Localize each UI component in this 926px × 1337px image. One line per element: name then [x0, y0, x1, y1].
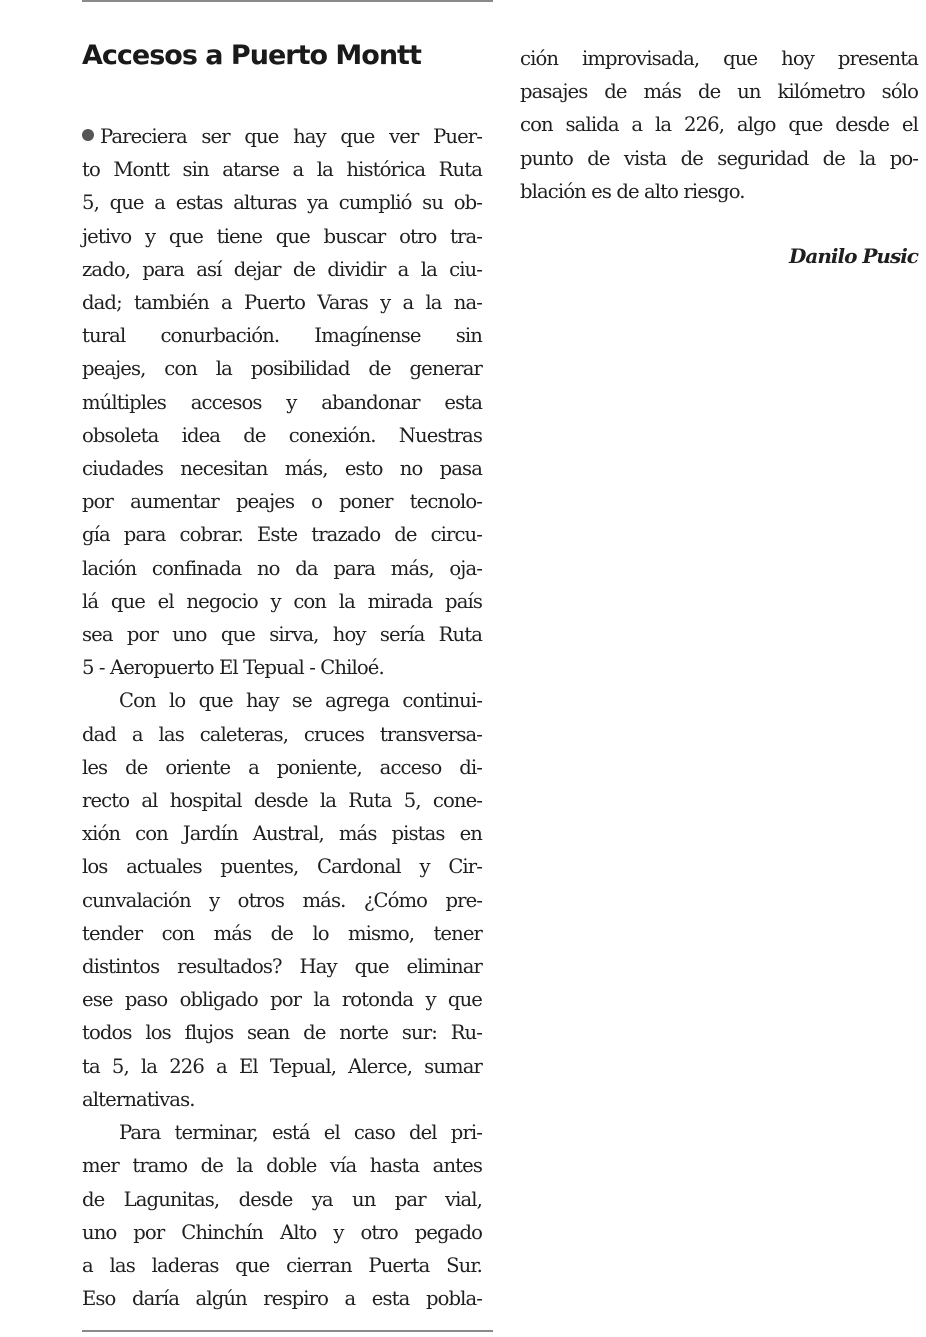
- text-line: tender con más de lo mismo, tener: [82, 921, 482, 945]
- text-line: con salida a la 226, algo que desde el: [520, 113, 918, 137]
- text-line: to Montt sin atarse a la histórica Ruta: [82, 158, 482, 182]
- article-title: Accesos a Puerto Montt: [82, 40, 421, 71]
- top-rule: [82, 0, 493, 2]
- bottom-rule: [82, 1330, 493, 1332]
- text-line: punto de vista de seguridad de la po-: [520, 146, 918, 170]
- text-line: peajes, con la posibilidad de generar: [82, 357, 482, 381]
- text-line: ese paso obligado por la rotonda y que: [82, 988, 482, 1012]
- text-line: les de oriente a poniente, acceso di-: [82, 755, 482, 779]
- text-line: 5 - Aeropuerto El Tepual - Chiloé.: [82, 656, 384, 680]
- text-line: obsoleta idea de conexión. Nuestras: [82, 423, 482, 447]
- text-line: blación es de alto riesgo.: [520, 179, 745, 203]
- text-line: lá que el negocio y con la mirada país: [82, 589, 482, 613]
- text-line: todos los flujos sean de norte sur: Ru-: [82, 1021, 482, 1045]
- text-line: ción improvisada, que hoy presenta: [520, 47, 918, 70]
- text-line: recto al hospital desde la Ruta 5, cone-: [82, 789, 482, 813]
- right-column: [520, 42, 918, 273]
- text-line: sea por uno que sirva, hoy sería Ruta: [82, 623, 482, 647]
- text-line: Con lo que hay se agrega continui-: [119, 689, 482, 713]
- text-line: mer tramo de la doble vía hasta antes: [82, 1154, 482, 1178]
- text-line: uno por Chinchín Alto y otro pegado: [82, 1220, 482, 1244]
- text-line: ta 5, la 226 a El Tepual, Alerce, sumar: [82, 1054, 482, 1078]
- text-line: distintos resultados? Hay que eliminar: [82, 955, 482, 979]
- paragraph-1: [82, 120, 482, 684]
- paragraph-2: [82, 684, 482, 1116]
- left-column: [82, 36, 482, 1315]
- text-line: jetivo y que tiene que buscar otro tra-: [82, 224, 482, 248]
- text-line: dad; también a Puerto Varas y a la na-: [82, 291, 482, 315]
- text-line: xión con Jardín Austral, más pistas en: [82, 822, 482, 846]
- text-line: múltiples accesos y abandonar esta: [82, 390, 482, 414]
- author-signature: Danilo Pusic: [789, 244, 918, 269]
- text-line: Pareciera ser que hay que ver Puer-: [82, 120, 482, 153]
- text-line: lación confinada no da para más, oja-: [82, 556, 482, 580]
- text-line: 5, que a estas alturas ya cumplió su ob-: [82, 191, 482, 215]
- text-line: Para terminar, está el caso del pri-: [119, 1121, 482, 1145]
- text-line: a las laderas que cierran Puerta Sur.: [82, 1253, 482, 1277]
- text-line: alternativas.: [82, 1087, 195, 1111]
- paragraph-3: [82, 1116, 482, 1315]
- text-line: Eso daría algún respiro a esta pobla-: [82, 1287, 482, 1311]
- text-line: por aumentar peajes o poner tecnolo-: [82, 490, 482, 514]
- text-line: zado, para así dejar de dividir a la ciu-: [82, 257, 482, 281]
- paragraph-3-continued: [520, 42, 918, 208]
- text-line: cunvalación y otros más. ¿Cómo pre-: [82, 888, 482, 912]
- text-line: dad a las caleteras, cruces transversa-: [82, 722, 482, 746]
- text-line: gía para cobrar. Este trazado de circu-: [82, 523, 482, 547]
- text-line: ciudades necesitan más, esto no pasa: [82, 457, 482, 481]
- bullet-icon: [82, 129, 94, 141]
- text-line: pasajes de más de un kilómetro sólo: [520, 80, 918, 104]
- text-line: de Lagunitas, desde ya un par vial,: [82, 1187, 482, 1211]
- text-line: tural conurbación. Imagínense sin: [82, 324, 482, 348]
- text-line: los actuales puentes, Cardonal y Cir-: [82, 855, 482, 879]
